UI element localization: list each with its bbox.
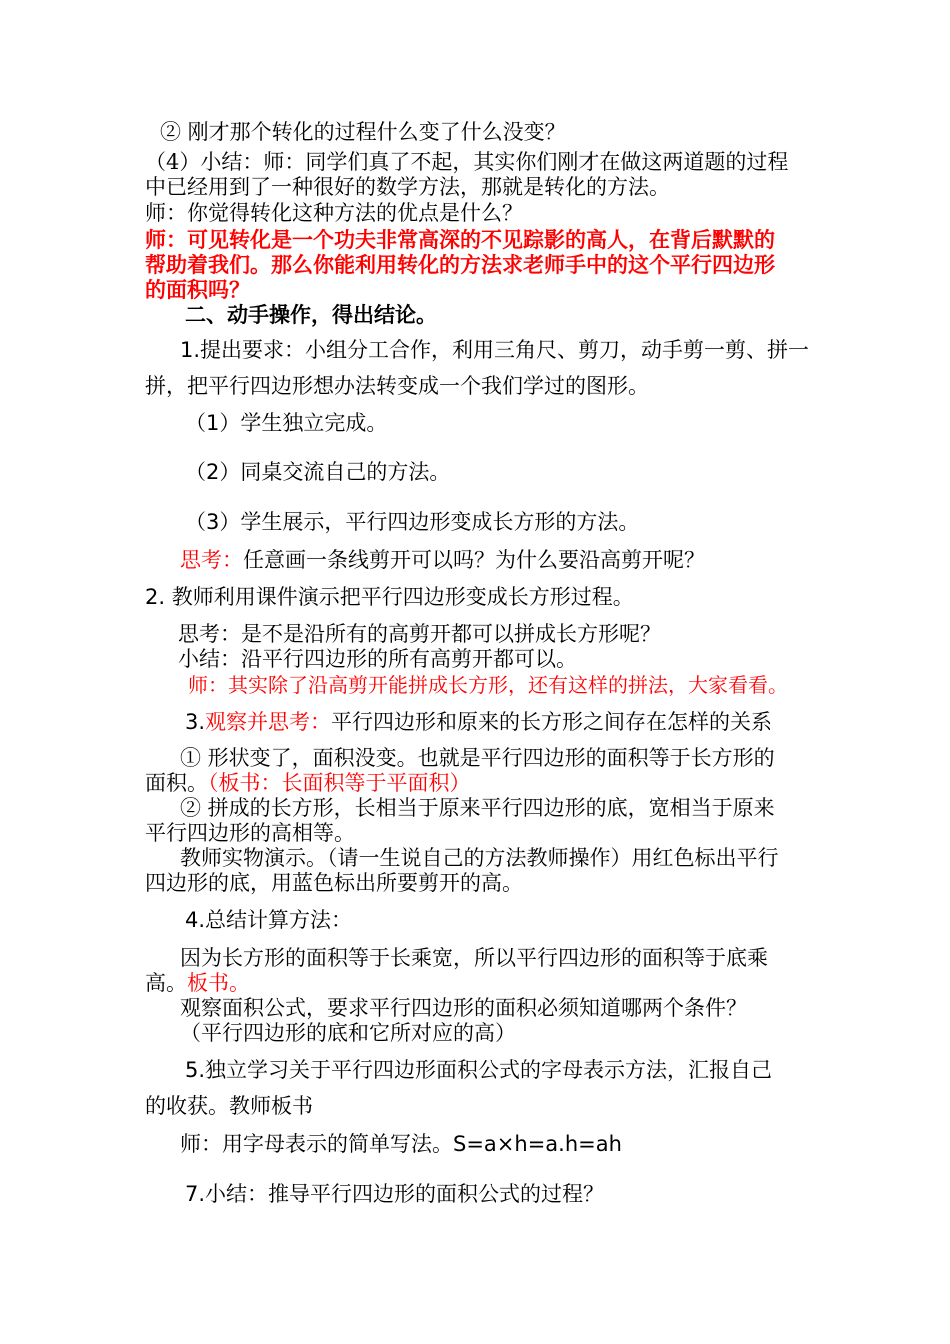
text-line: ① 形状变了，面积没变。也就是平行四边形的面积等于长方形的	[180, 746, 775, 770]
text-line: 因为长方形的面积等于长乘宽，所以平行四边形的面积等于底乘	[180, 946, 768, 970]
text-line	[185, 1058, 850, 1083]
text-line: 平行四边形的高相等。	[145, 821, 355, 845]
item-text: 学生展示，平行四边形变成长方形的方法。	[240, 510, 640, 534]
item-text: 学生独立完成。	[240, 411, 388, 435]
text-line: 拼，把平行四边形想办法转变成一个我们学过的图形。	[145, 374, 649, 398]
item-text: 高。	[145, 971, 187, 995]
highlight-text-line: 帮助着我们。那么你能利用转化的方法求老师手中的这个平行四边形	[145, 252, 775, 277]
area-formula: S=a×h=a.h=ah	[453, 1132, 622, 1156]
item-text: 提出要求：小组分工合作，利用三角尺、剪刀，动手剪一剪、拼一	[200, 338, 810, 362]
item-text: 独立学习关于平行四边形面积公式的字母表示方法，汇报自己	[205, 1058, 773, 1082]
item-number: 4.	[185, 908, 206, 932]
item-number: （3）	[185, 510, 241, 534]
text-line	[185, 510, 850, 535]
text-line: 中已经用到了一种很好的数学方法，那就是转化的方法。	[145, 175, 670, 199]
highlight-text-line: 师：可见转化是一个功夫非常高深的不见踪影的高人，在背后默默的	[145, 227, 775, 252]
item-number: 7.	[185, 1182, 206, 1206]
item-text: 平行四边形和原来的长方形之间存在怎样的关系	[331, 710, 773, 734]
text-line: 四边形的底，用蓝色标出所要剪开的高。	[145, 871, 523, 895]
text-line: 师：你觉得转化这种方法的优点是什么？	[145, 201, 523, 225]
text-line	[180, 338, 845, 363]
text-line	[145, 971, 810, 996]
text-line	[145, 585, 810, 610]
section-heading: 二、动手操作，得出结论。	[185, 302, 437, 327]
board-note: 板书。	[187, 971, 250, 995]
item-text: 面积。	[145, 771, 208, 795]
item-text: 教师利用课件演示把平行四边形变成长方形过程。	[171, 585, 634, 609]
text-line: ② 刚才那个转化的过程什么变了什么没变？	[160, 120, 566, 144]
item-number: （2）	[185, 460, 241, 484]
think-label: 观察并思考：	[205, 710, 332, 734]
text-line: 小结：沿平行四边形的所有高剪开都可以。	[178, 647, 577, 671]
text-line: （平行四边形的底和它所对应的高）	[180, 1021, 516, 1045]
item-number: 3.	[185, 710, 206, 734]
text-line: 的收获。教师板书	[145, 1094, 313, 1118]
item-text: 师：用字母表示的简单写法。	[180, 1132, 453, 1156]
board-note: （板书：长面积等于平面积）	[208, 771, 471, 795]
highlight-text-line: 的面积吗？	[145, 277, 250, 302]
text-line	[185, 908, 850, 933]
item-text: 同桌交流自己的方法。	[240, 460, 451, 484]
text-line: 教师实物演示。（请一生说自己的方法教师操作）用红色标出平行	[180, 846, 779, 870]
text-line	[185, 1182, 850, 1207]
item-number: 5.	[185, 1058, 206, 1082]
text-line: 观察面积公式，要求平行四边形的面积必须知道哪两个条件？	[180, 996, 747, 1020]
item-number: 1.	[180, 338, 201, 362]
item-text: 任意画一条线剪开可以吗？为什么要沿高剪开呢？	[243, 548, 705, 572]
highlight-text-line: 师：其实除了沿高剪开能拼成长方形，还有这样的拼法，大家看看。	[188, 673, 788, 697]
text-line	[145, 771, 810, 796]
item-text: 小结：推导平行四边形的面积公式的过程？	[205, 1182, 605, 1206]
text-line	[180, 1132, 845, 1157]
text-line	[180, 548, 845, 573]
text-line: （4）小结：师：同学们真了不起，其实你们刚才在做这两道题的过程	[145, 150, 789, 174]
text-line: 思考：是不是沿所有的高剪开都可以拼成长方形呢？	[178, 622, 661, 646]
text-line	[185, 710, 850, 735]
think-label: 思考：	[180, 548, 243, 572]
text-line: ② 拼成的长方形，长相当于原来平行四边形的底，宽相当于原来	[180, 796, 775, 820]
item-text: 总结计算方法：	[205, 908, 353, 932]
text-line	[185, 460, 850, 485]
item-number: （1）	[185, 411, 241, 435]
text-line	[185, 411, 850, 436]
item-number: 2.	[145, 585, 166, 609]
